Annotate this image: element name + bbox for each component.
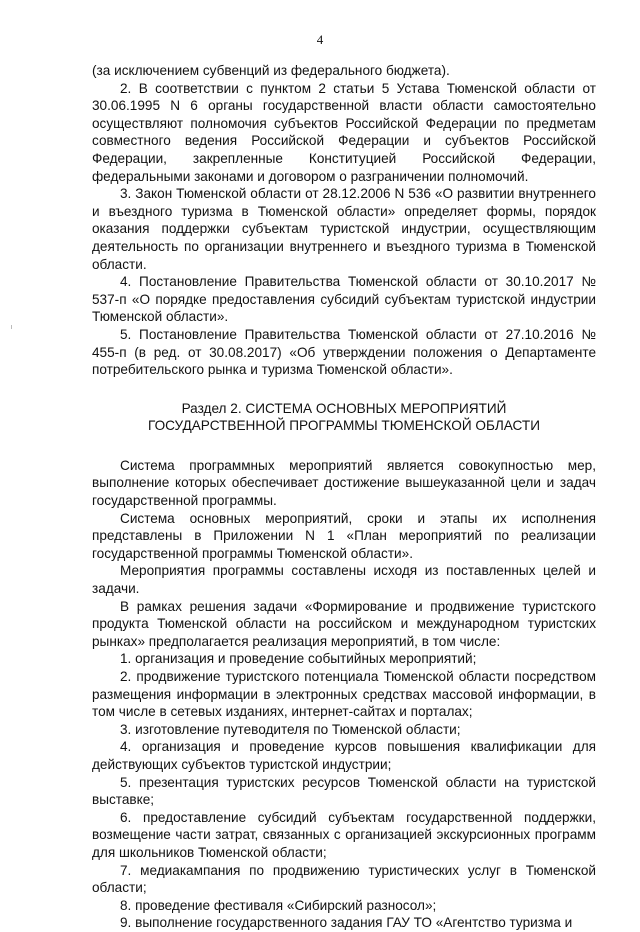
margin-mark: [11, 325, 12, 329]
paragraph: Система основных мероприятий, сроки и этапы их исполнения представлены в Приложении N 1 «План мероприятий по реализации государственной программы Тюменской области».: [92, 510, 596, 561]
document-body: [92, 62, 596, 932]
paragraph: 1. организация и проведение событийных мероприятий;: [120, 651, 477, 667]
paragraph: 4. Постановление Правительства Тюменской области от 30.10.2017 № 537-п «О порядке предоставления субсидий субъектам туристской индустрии Тюменской области».: [92, 274, 596, 325]
paragraph: 3. изготовление путеводителя по Тюменской области;: [120, 721, 461, 737]
section-heading-line-2: ГОСУДАРСТВЕННОЙ ПРОГРАММЫ ТЮМЕНСКОЙ ОБЛАСТИ: [147, 418, 541, 434]
paragraph: 5. презентация туристских ресурсов Тюменской области на туристской выставке;: [92, 774, 596, 808]
paragraph: 4. организация и проведение курсов повышения квалификации для действующих субъектов туристской индустрии;: [92, 739, 596, 772]
section-heading: [92, 400, 596, 435]
paragraph: 7. медиакампания по продвижению туристических услуг в Тюменской области;: [92, 862, 596, 896]
paragraphs-top: [92, 62, 596, 379]
paragraph: 5. Постановление Правительства Тюменской области от 27.10.2016 № 455-п (в ред. от 30.08.2017) «Об утверждении положения о Департаменте потребительского рынка и туризма Тюменской области».: [92, 326, 596, 378]
paragraph: 2. продвижение туристского потенциала Тюменской области посредством размещения информации в электронных средствах массовой информации, в том числе в сетевых изданиях, интернет-сайтах и порталах;: [92, 669, 596, 720]
paragraph: Система программных мероприятий является совокупностью мер, выполнение которых обеспечивает достижение вышеуказанной цели и задач государственной программы.: [92, 457, 596, 509]
paragraph: 2. В соответствии с пунктом 2 статьи 5 Устава Тюменской области от 30.06.1995 N 6 органы государственной власти области самостоятельно осуществляют полномочия субъектов Российской Федерации по предметам совместного ведения Российской Федерации и субъектов Российской Федерации, закрепленные Конституцией Российской Федерации, федеральными законами и договором о разграничении полномочий.: [92, 80, 596, 184]
paragraph: 8. проведение фестиваля «Сибирский разносол»;: [120, 897, 437, 913]
page-number: 4: [316, 32, 324, 47]
paragraph: 9. выполнение государственного задания ГАУ ТО «Агентство туризма и: [120, 915, 573, 931]
paragraph: 3. Закон Тюменской области от 28.12.2006 N 536 «О развитии внутреннего и въездного туризма в Тюменской области» определяет формы, порядок оказания поддержки субъектам туристской индустрии, осуществляющим деятельность по организации внутреннего и въездного туризма в Тюменской области.: [92, 186, 596, 272]
paragraph: 6. предоставление субсидий субъектам государственной поддержки, возмещение части затрат, связанных с организацией экскурсионных программ для школьников Тюменской области;: [92, 809, 596, 860]
paragraph: Мероприятия программы составлены исходя из поставленных целей и задачи.: [92, 563, 596, 597]
section-heading-line-1: Раздел 2. СИСТЕМА ОСНОВНЫХ МЕРОПРИЯТИЙ: [181, 400, 507, 416]
paragraphs-bottom: [92, 457, 596, 932]
paragraph: В рамках решения задачи «Формирование и продвижение туристского продукта Тюменской области на российском и международном туристских рынках» предполагается реализация мероприятий, в том числе:: [92, 598, 596, 649]
paragraph: (за исключением субвенций из федерального бюджета).: [92, 63, 450, 78]
